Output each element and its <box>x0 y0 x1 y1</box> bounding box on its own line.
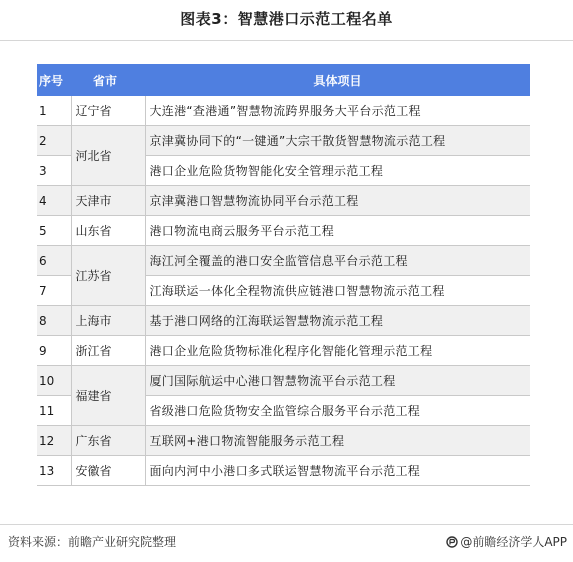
row-project: 省级港口危险货物安全监管综合服务平台示范工程 <box>145 396 530 426</box>
row-serial-number: 12 <box>37 426 71 456</box>
row-project: 基于港口网络的江海联运智慧物流示范工程 <box>145 306 530 336</box>
row-province: 广东省 <box>71 426 145 456</box>
demonstration-projects-table <box>37 64 530 486</box>
row-province: 河北省 <box>71 126 145 186</box>
row-province: 安徽省 <box>71 456 145 486</box>
row-serial-number: 5 <box>37 216 71 246</box>
table-row <box>37 246 530 276</box>
table-row <box>37 366 530 396</box>
row-serial-number: 11 <box>37 396 71 426</box>
table-row <box>37 186 530 216</box>
row-province: 天津市 <box>71 186 145 216</box>
brand-text: @前瞻经济学人APP <box>460 535 567 549</box>
table-header-row <box>37 64 530 96</box>
row-serial-number: 9 <box>37 336 71 366</box>
brand-logo-icon <box>446 536 458 548</box>
chart-title: 图表3：智慧港口示范工程名单 <box>180 10 393 28</box>
row-serial-number: 6 <box>37 246 71 276</box>
row-serial-number: 3 <box>37 156 71 186</box>
row-province: 江苏省 <box>71 246 145 306</box>
table-row <box>37 456 530 486</box>
title-divider <box>0 40 573 41</box>
header-province: 省市 <box>71 64 145 96</box>
row-project: 互联网+港口物流智能服务示范工程 <box>145 426 530 456</box>
row-serial-number: 8 <box>37 306 71 336</box>
row-project: 京津冀港口智慧物流协同平台示范工程 <box>145 186 530 216</box>
row-serial-number: 10 <box>37 366 71 396</box>
row-project: 大连港“查港通”智慧物流跨界服务大平台示范工程 <box>145 96 530 126</box>
brand-credit <box>446 533 567 550</box>
table-row <box>37 96 530 126</box>
footer-divider <box>0 524 573 525</box>
row-serial-number: 2 <box>37 126 71 156</box>
row-project: 江海联运一体化全程物流供应链港口智慧物流示范工程 <box>145 276 530 306</box>
row-serial-number: 13 <box>37 456 71 486</box>
table-row <box>37 306 530 336</box>
table-row <box>37 426 530 456</box>
table-row <box>37 216 530 246</box>
row-province: 上海市 <box>71 306 145 336</box>
row-province: 山东省 <box>71 216 145 246</box>
row-province: 福建省 <box>71 366 145 426</box>
row-project: 面向内河中小港口多式联运智慧物流平台示范工程 <box>145 456 530 486</box>
row-project: 海江河全覆盖的港口安全监管信息平台示范工程 <box>145 246 530 276</box>
row-project: 港口企业危险货物标准化程序化智能化管理示范工程 <box>145 336 530 366</box>
table-row <box>37 126 530 156</box>
header-project: 具体项目 <box>145 64 530 96</box>
row-project: 京津冀协同下的“一键通”大宗干散货智慧物流示范工程 <box>145 126 530 156</box>
row-project: 港口企业危险货物智能化安全管理示范工程 <box>145 156 530 186</box>
row-project: 港口物流电商云服务平台示范工程 <box>145 216 530 246</box>
row-province: 辽宁省 <box>71 96 145 126</box>
header-serial-number: 序号 <box>37 64 71 96</box>
source-note: 资料来源：前瞻产业研究院整理 <box>8 535 177 549</box>
table-row <box>37 336 530 366</box>
row-serial-number: 1 <box>37 96 71 126</box>
row-serial-number: 7 <box>37 276 71 306</box>
row-serial-number: 4 <box>37 186 71 216</box>
row-project: 厦门国际航运中心港口智慧物流平台示范工程 <box>145 366 530 396</box>
row-province: 浙江省 <box>71 336 145 366</box>
